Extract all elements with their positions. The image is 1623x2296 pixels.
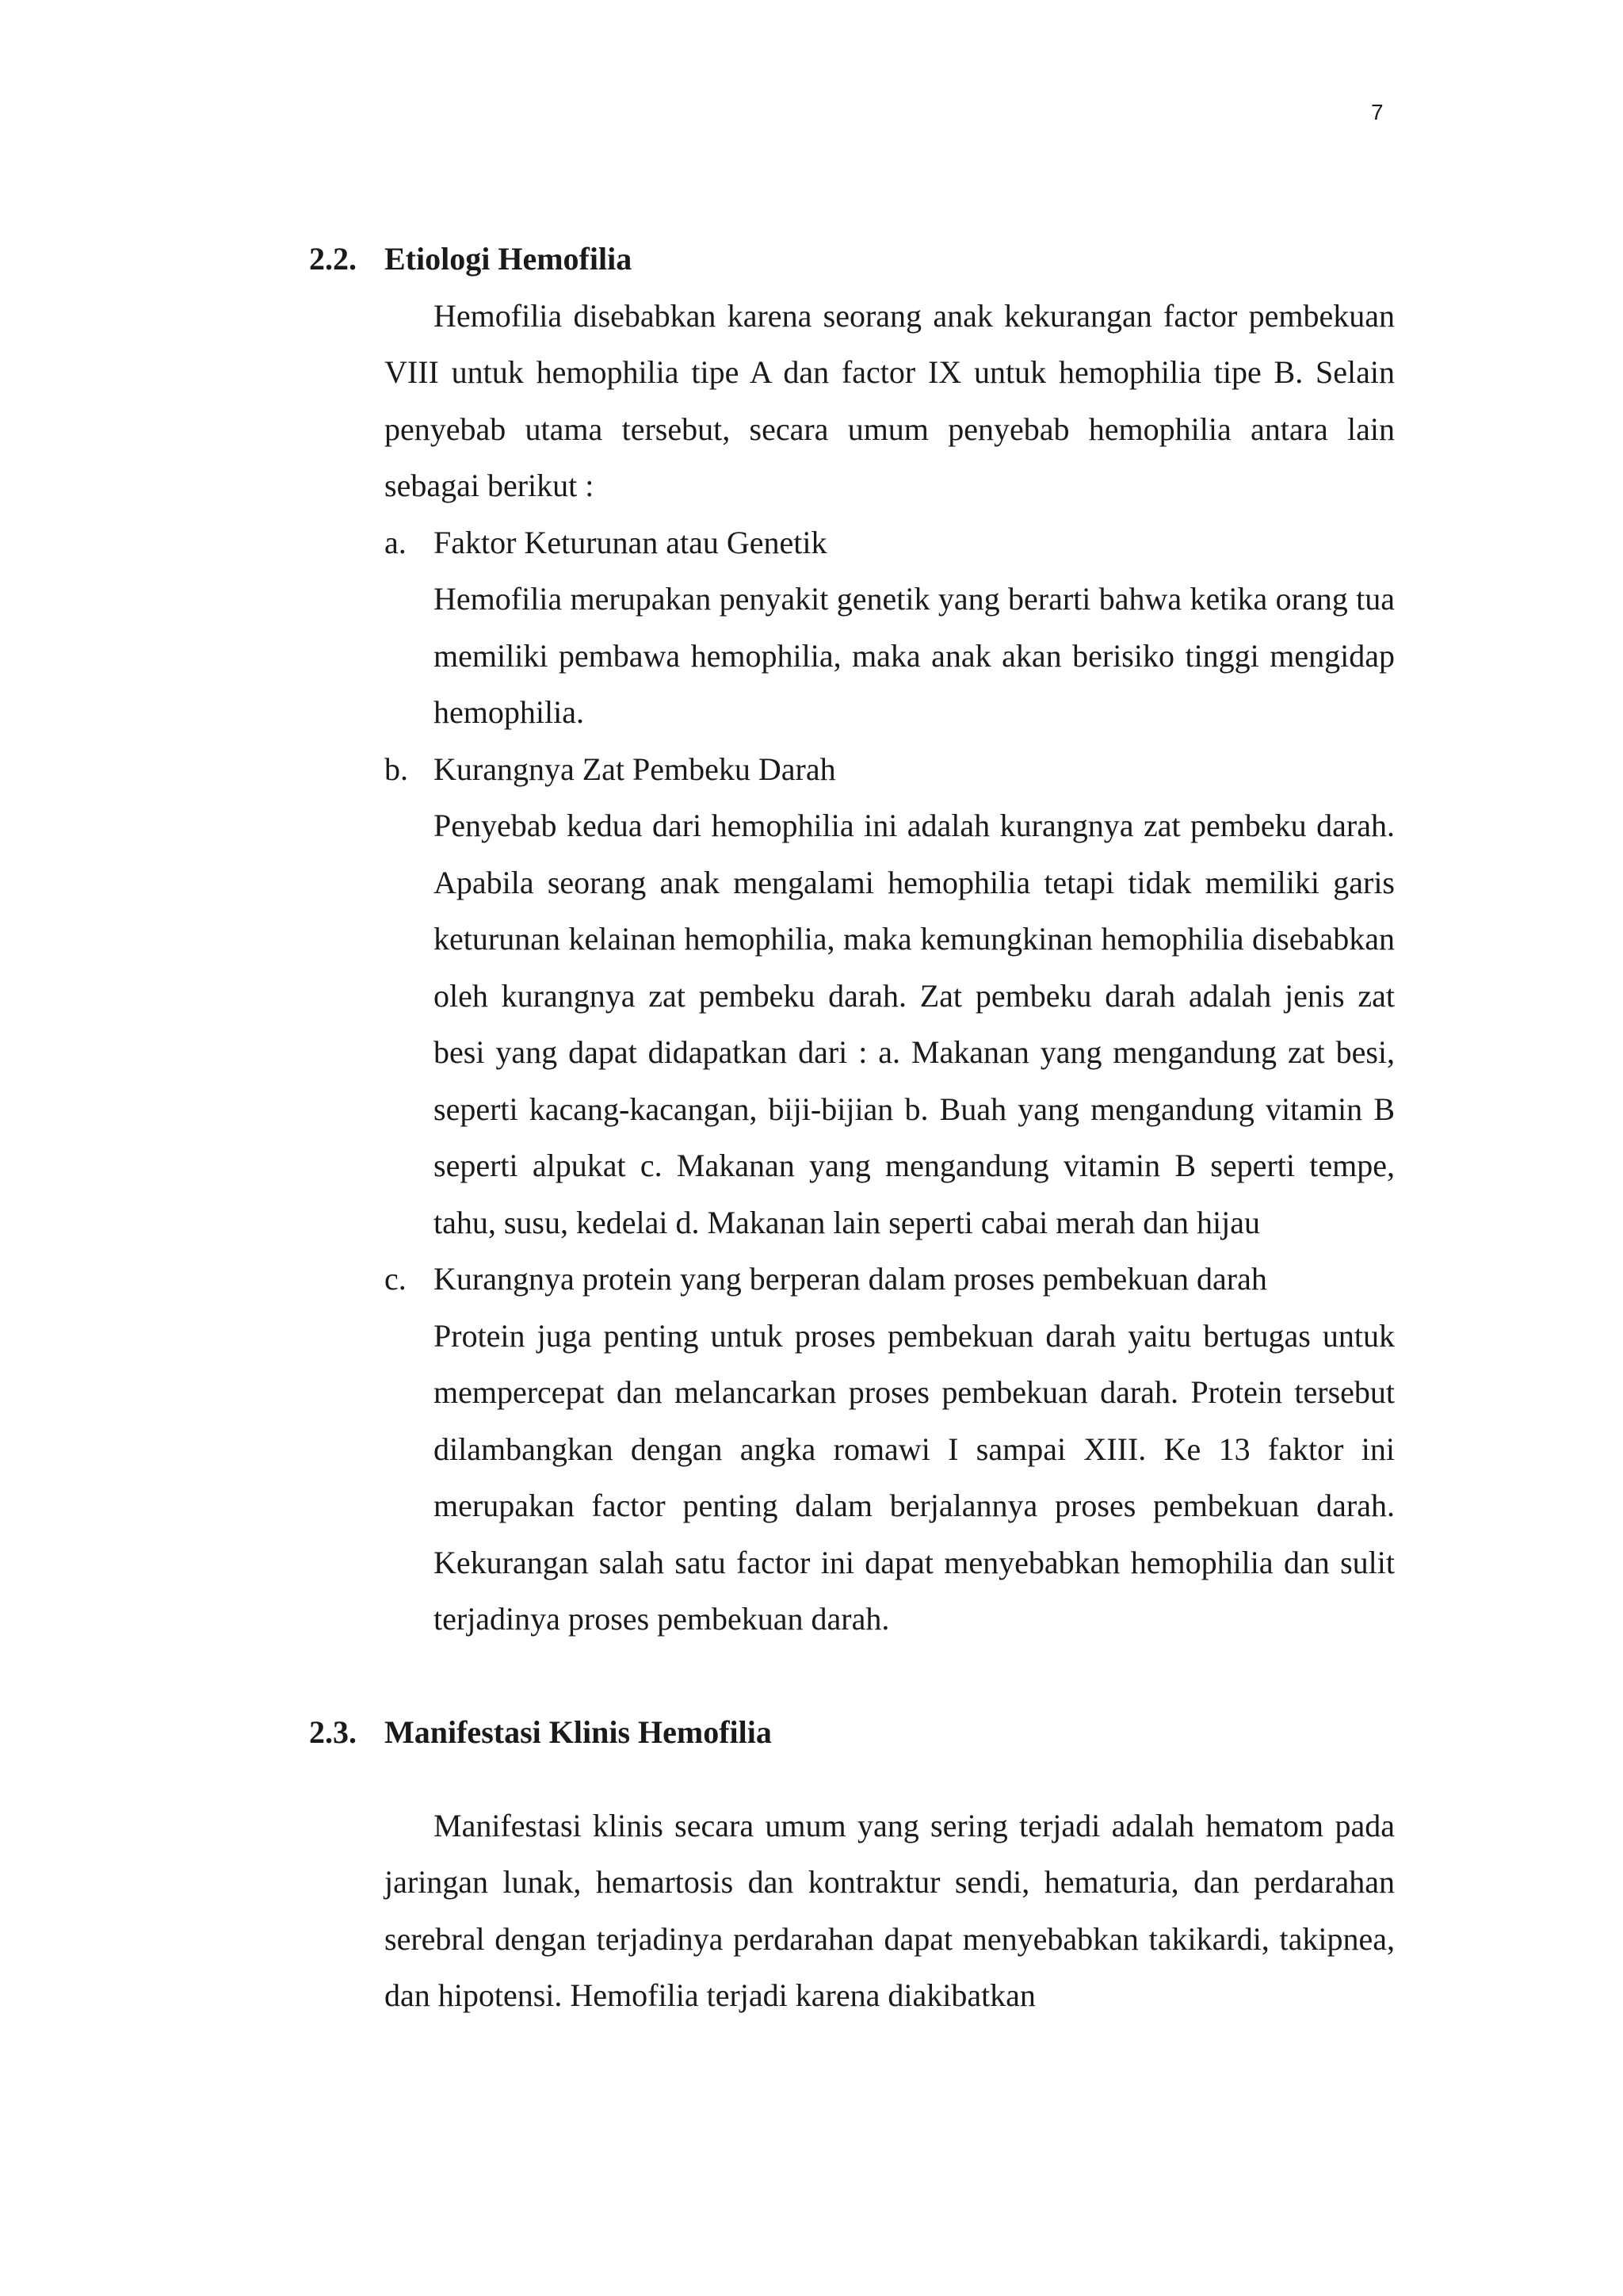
list-item-body: Protein juga penting untuk proses pembekuan darah yaitu bertugas untuk mempercepat dan melancarkan proses pembekuan darah. Protein tersebut dilambangkan dengan angka romawi I sampai XIII. Ke 13 faktor ini merupakan factor penting dalam berjalannya proses pembekuan darah. Kekurangan salah satu factor ini dapat menyebabkan hemophilia dan sulit terjadinya proses pembekuan darah.	[433, 1317, 1395, 1637]
section-intro-paragraph: Manifestasi klinis secara umum yang sering terjadi adalah hematom pada jaringan lunak, hemartosis dan kontraktur sendi, hematuria, dan perdarahan serebral dengan terjadinya perdarahan dapat menyebabkan takikardi, takipnea, dan hipotensi. Hemofilia terjadi karena diakibatkan	[384, 1807, 1395, 2013]
list-item-a	[384, 514, 1395, 741]
list-item-title-text: Kurangnya Zat Pembeku Darah	[433, 751, 836, 787]
list-item-title	[384, 514, 1395, 571]
list-item-title	[384, 741, 1395, 798]
list-item-b	[384, 741, 1395, 1251]
list-item-title	[384, 1251, 1395, 1308]
section-content	[384, 288, 1395, 1648]
section-heading	[309, 1704, 1395, 1761]
list-item-title-text: Kurangnya protein yang berperan dalam proses pembekuan darah	[433, 1261, 1267, 1297]
section-manifestasi	[309, 1704, 1395, 2024]
list-item-marker: b.	[384, 751, 408, 787]
section-content	[384, 1797, 1395, 2024]
list-item-marker: c.	[384, 1261, 407, 1297]
section-number: 2.3.	[309, 1714, 357, 1750]
list-item-c	[384, 1251, 1395, 1648]
page-number: 7	[1371, 100, 1384, 124]
document-body	[309, 231, 1395, 2024]
list-item-body: Penyebab kedua dari hemophilia ini adalah kurangnya zat pembeku darah. Apabila seorang anak mengalami hemophilia tetapi tidak memiliki garis keturunan kelainan hemophilia, maka kemungkinan hemophilia disebabkan oleh kurangnya zat pembeku darah. Zat pembeku darah adalah jenis zat besi yang dapat didapatkan dari : a. Makanan yang mengandung zat besi, seperti kacang-kacangan, biji-bijian b. Buah yang mengandung vitamin B seperti alpukat c. Makanan yang mengandung vitamin B seperti tempe, tahu, susu, kedelai d. Makanan lain seperti cabai merah dan hijau	[433, 808, 1395, 1240]
section-number: 2.2.	[309, 241, 357, 277]
section-intro-paragraph: Hemofilia disebabkan karena seorang anak kekurangan factor pembekuan VIII untuk hemophilia tipe A dan factor IX untuk hemophilia tipe B. Selain penyebab utama tersebut, secara umum penyebab hemophilia antara lain sebagai berikut :	[384, 297, 1395, 503]
section-title: Manifestasi Klinis Hemofilia	[384, 1714, 772, 1750]
section-title: Etiologi Hemofilia	[384, 241, 632, 277]
section-heading	[309, 231, 1395, 288]
section-etiologi	[309, 231, 1395, 1648]
list-item-title-text: Faktor Keturunan atau Genetik	[433, 524, 827, 560]
list-item-body: Hemofilia merupakan penyakit genetik yang berarti bahwa ketika orang tua memiliki pembawa hemophilia, maka anak akan berisiko tinggi mengidap hemophilia.	[433, 581, 1395, 730]
list-item-marker: a.	[384, 524, 407, 560]
